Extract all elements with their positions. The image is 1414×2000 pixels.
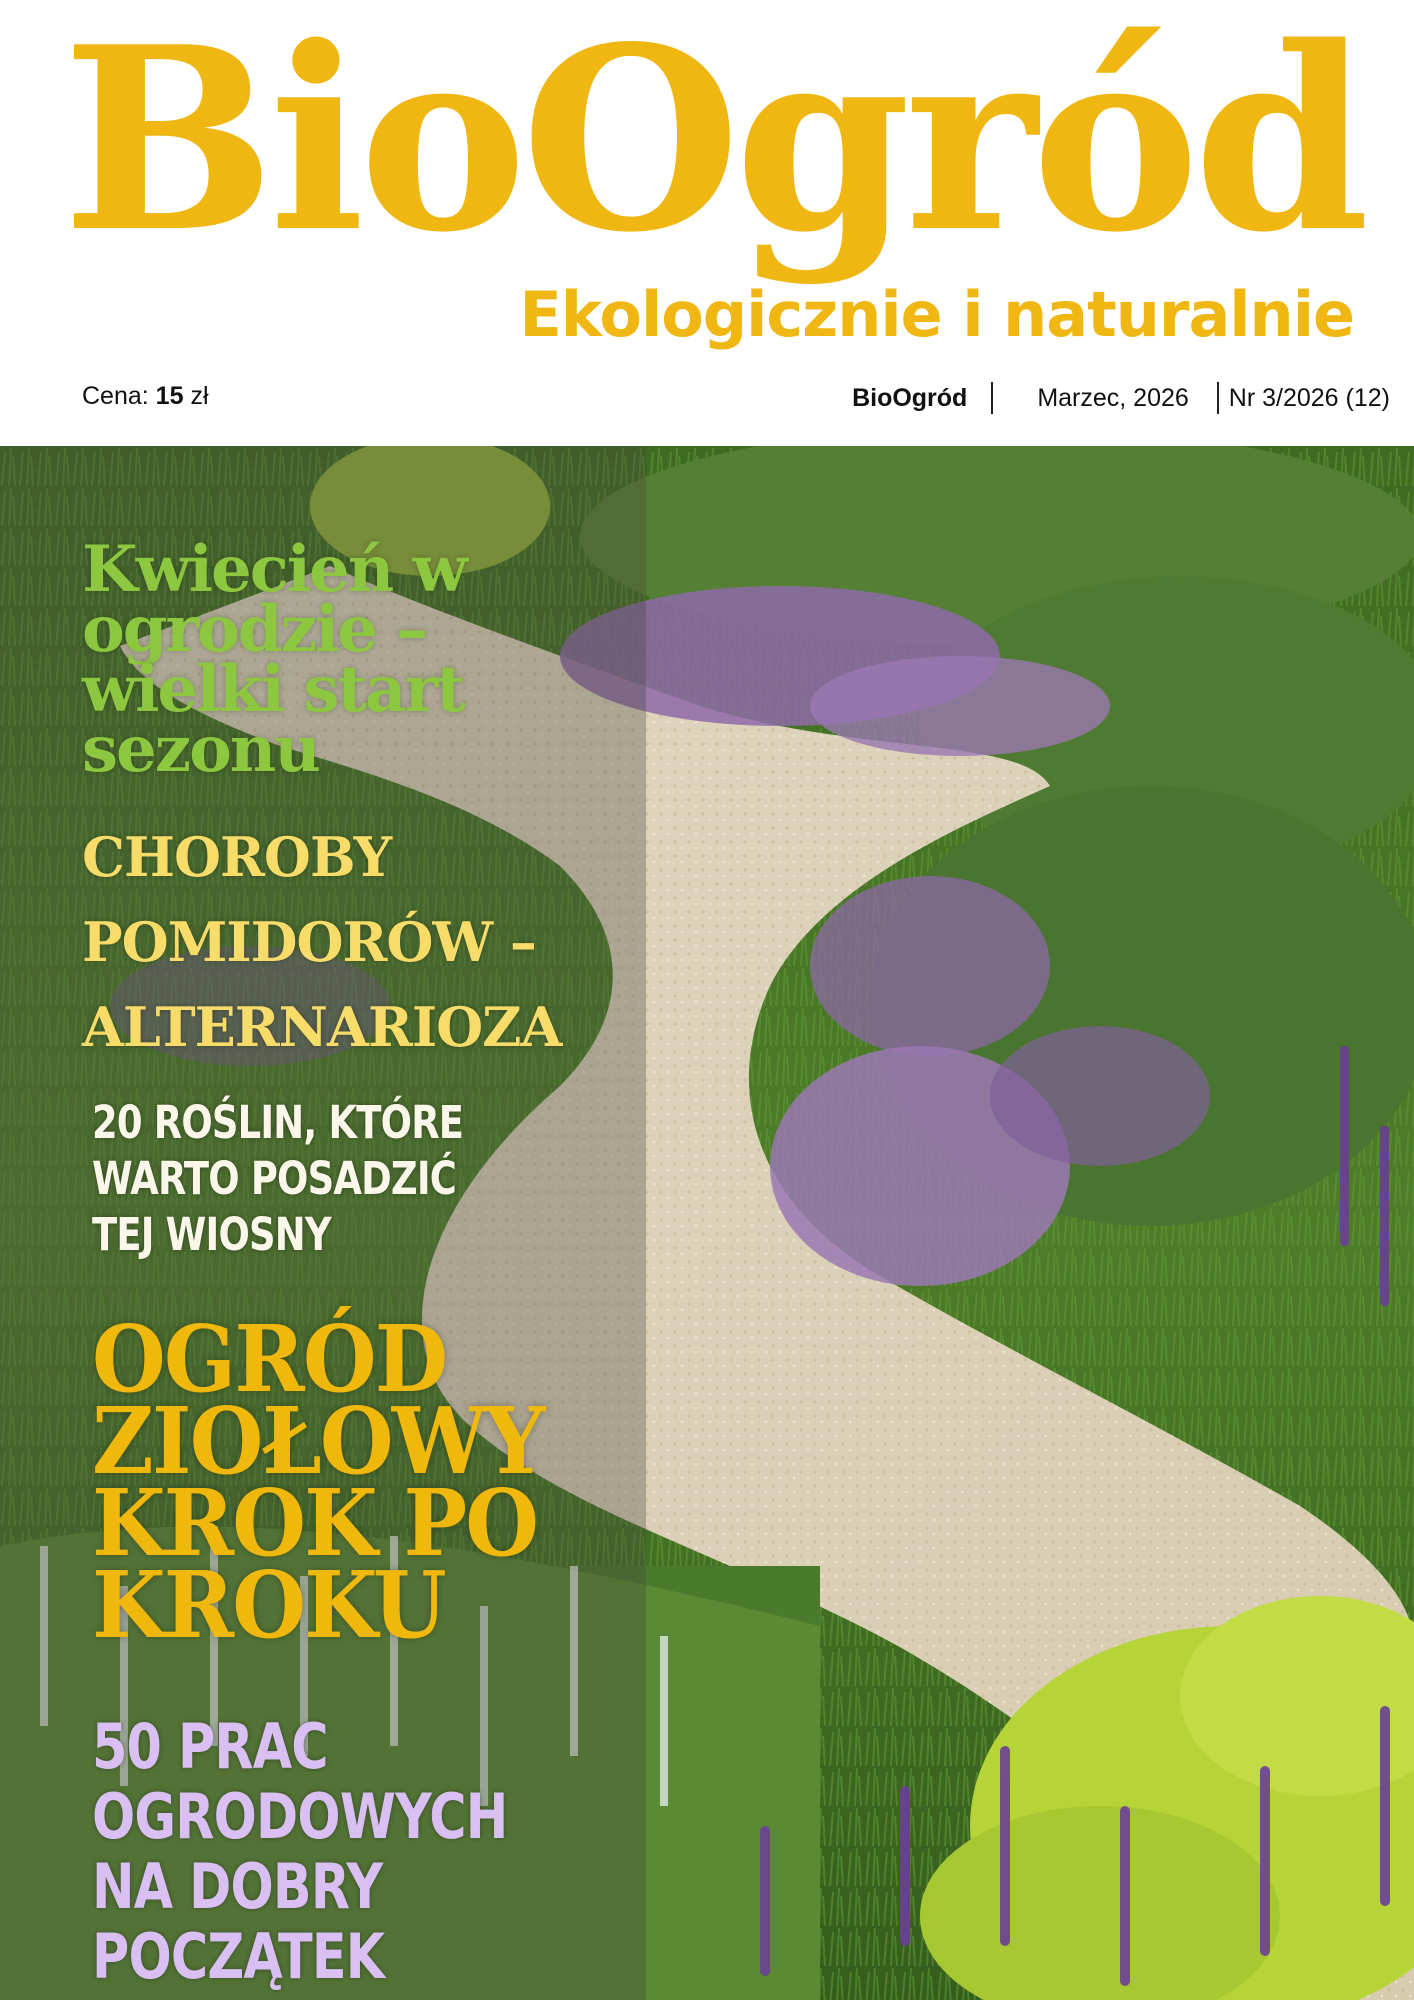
price-value: 15 [155, 382, 184, 410]
divider [1217, 382, 1219, 414]
divider [991, 382, 993, 414]
price-label: Cena: [82, 382, 149, 410]
issue-date: Marzec, 2026 [1037, 383, 1189, 412]
magazine-tagline: Ekologicznie i naturalnie [519, 278, 1354, 351]
issue-number: Nr 3/2026 (12) [1228, 383, 1390, 412]
cover-headline-april: Kwiecień w ogrodzie – wielki start sezonu [82, 532, 466, 787]
cover-headline-garden-tasks: 50 PRAC OGRODOWYCH NA DOBRY POCZĄTEK [92, 1710, 508, 1993]
price-currency: zł [190, 382, 209, 410]
issue-details [852, 382, 1390, 414]
price [82, 382, 209, 411]
issue-brand: BioOgród [852, 383, 968, 412]
cover-headline-herb-garden: OGRÓD ZIOŁOWY KROK PO KROKU [92, 1305, 544, 1659]
cover-headline-spring-plants: 20 ROŚLIN, KTÓRE WARTO POSADZIĆ TEJ WIOSNY [92, 1096, 464, 1261]
cover-headline-tomato-disease: CHOROBY POMIDORÓW – ALTERNARIOZA [82, 825, 562, 1059]
issue-info-bar [0, 372, 1414, 428]
magazine-title: BioOgród [62, 0, 1364, 288]
